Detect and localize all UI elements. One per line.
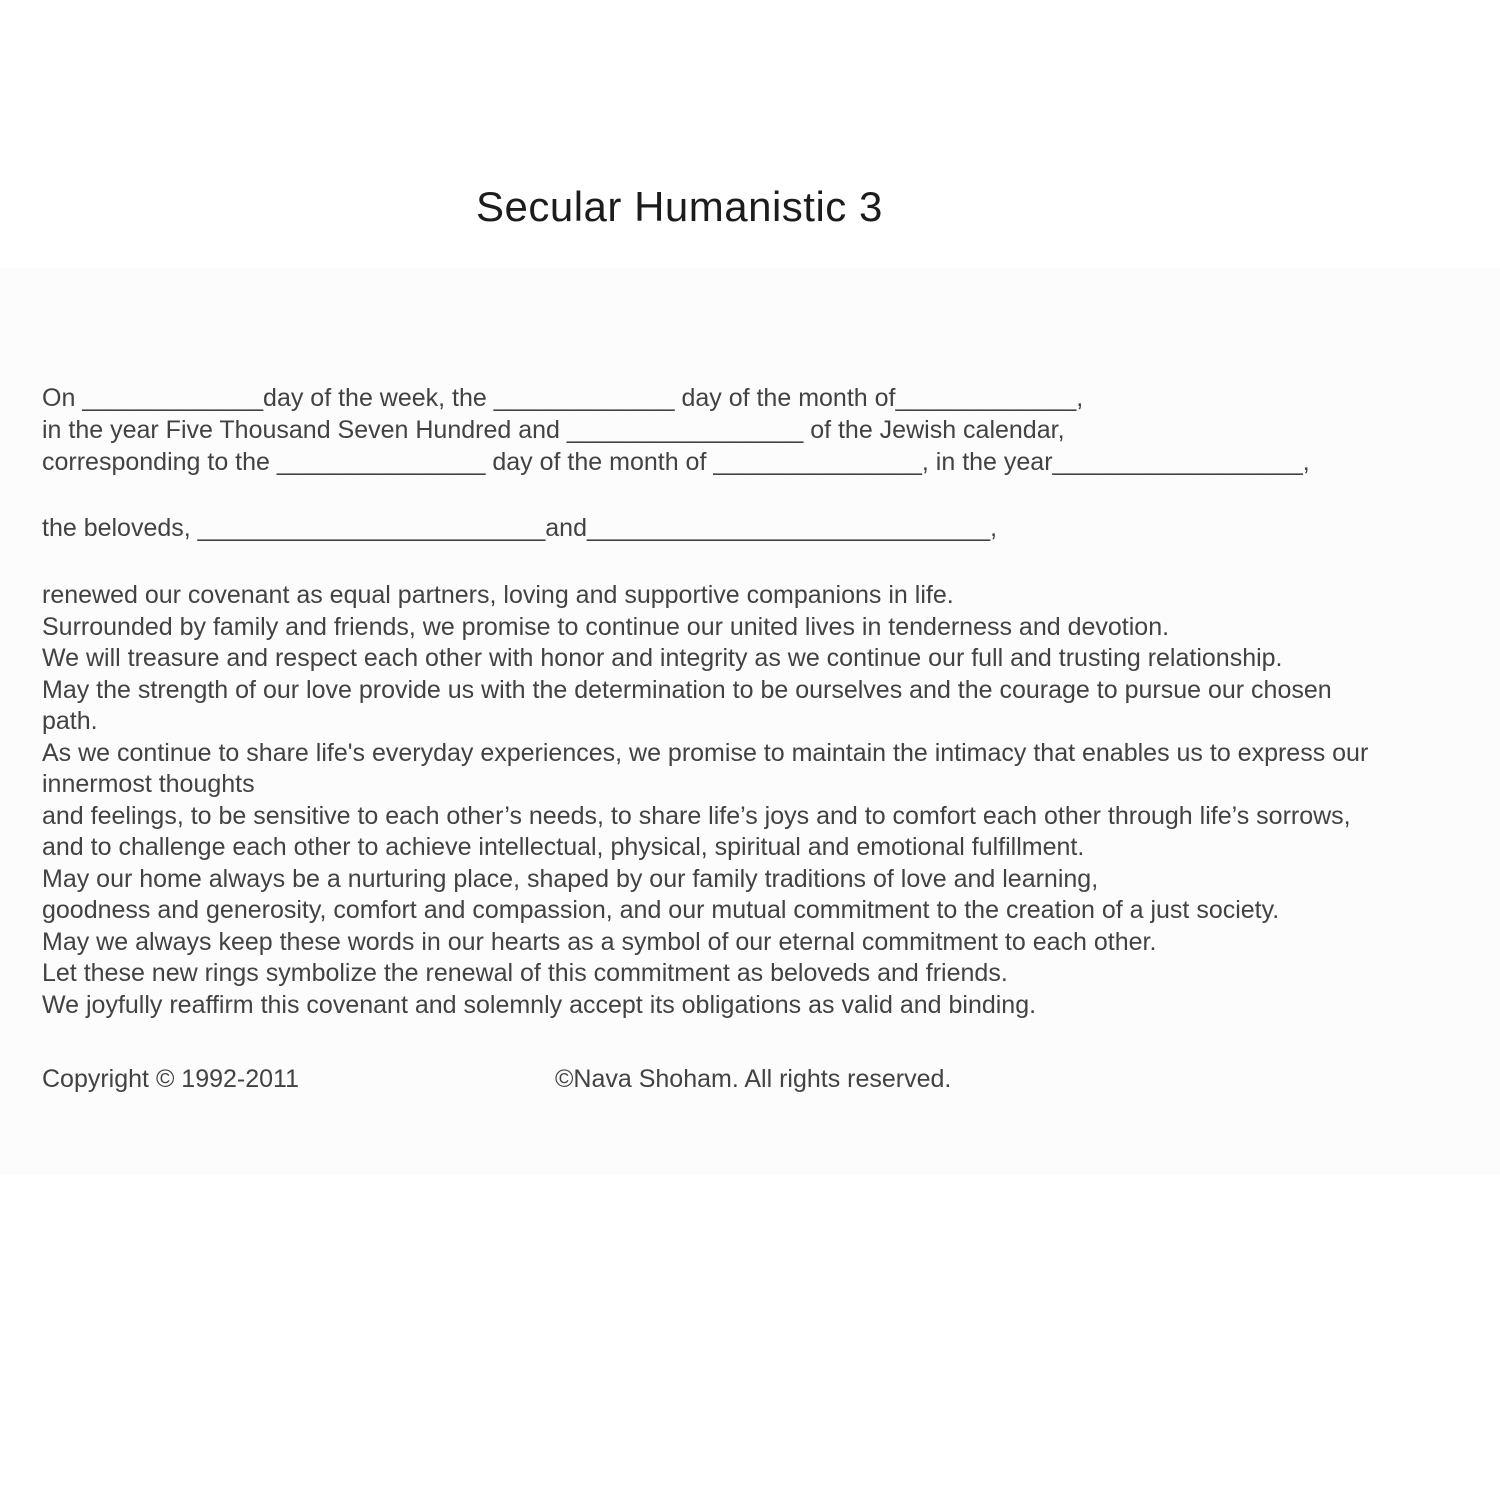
copyright-owner: ©Nava Shoham. All rights reserved. <box>555 1065 952 1093</box>
vow-line: renewed our covenant as equal partners, loving and supportive companions in life. <box>42 581 954 609</box>
vow-line: As we continue to share life's everyday experiences, we promise to maintain the intimacy that enables us to express our <box>42 738 1369 767</box>
date-line-jewish-year: in the year Five Thousand Seven Hundred and _________________ of the Jewish calendar, <box>42 416 1065 444</box>
vow-line: May the strength of our love provide us with the determination to be ourselves and the courage to pursue our chosen <box>42 675 1332 704</box>
vow-line: We will treasure and respect each other with honor and integrity as we continue our full and trusting relationship. <box>42 644 1283 672</box>
vow-line: innermost thoughts <box>42 770 255 798</box>
date-line-week: On _____________day of the week, the _____________ day of the month of_____________, <box>42 384 1084 412</box>
vow-line: goodness and generosity, comfort and compassion, and our mutual commitment to the creation of a just society. <box>42 896 1280 924</box>
date-line-civil: corresponding to the _______________ day of the month of _______________, in the year__________________, <box>42 448 1310 476</box>
date-section <box>42 382 1310 478</box>
vow-line: May we always keep these words in our hearts as a symbol of our eternal commitment to each other. <box>42 927 1157 956</box>
vow-line: and to challenge each other to achieve intellectual, physical, spiritual and emotional fulfillment. <box>42 833 1085 861</box>
vow-line: path. <box>42 707 98 735</box>
vows-section <box>42 580 1482 1021</box>
vow-line: and feelings, to be sensitive to each other’s needs, to share life’s joys and to comfort each other through life’s sorrows, <box>42 801 1351 830</box>
page-title: Secular Humanistic 3 <box>476 183 883 230</box>
footer <box>42 1063 1442 1103</box>
vow-line: We joyfully reaffirm this covenant and solemnly accept its obligations as valid and binding. <box>42 990 1037 1019</box>
beloveds-names-line: the beloveds, _________________________and_____________________________, <box>42 514 998 542</box>
copyright-years: Copyright © 1992-2011 <box>42 1065 300 1093</box>
vow-line: Let these new rings symbolize the renewal of this commitment as beloveds and friends. <box>42 959 1008 987</box>
vow-line: Surrounded by family and friends, we promise to continue our united lives in tenderness and devotion. <box>42 612 1170 641</box>
vow-line: May our home always be a nurturing place, shaped by our family traditions of love and learning, <box>42 864 1099 893</box>
